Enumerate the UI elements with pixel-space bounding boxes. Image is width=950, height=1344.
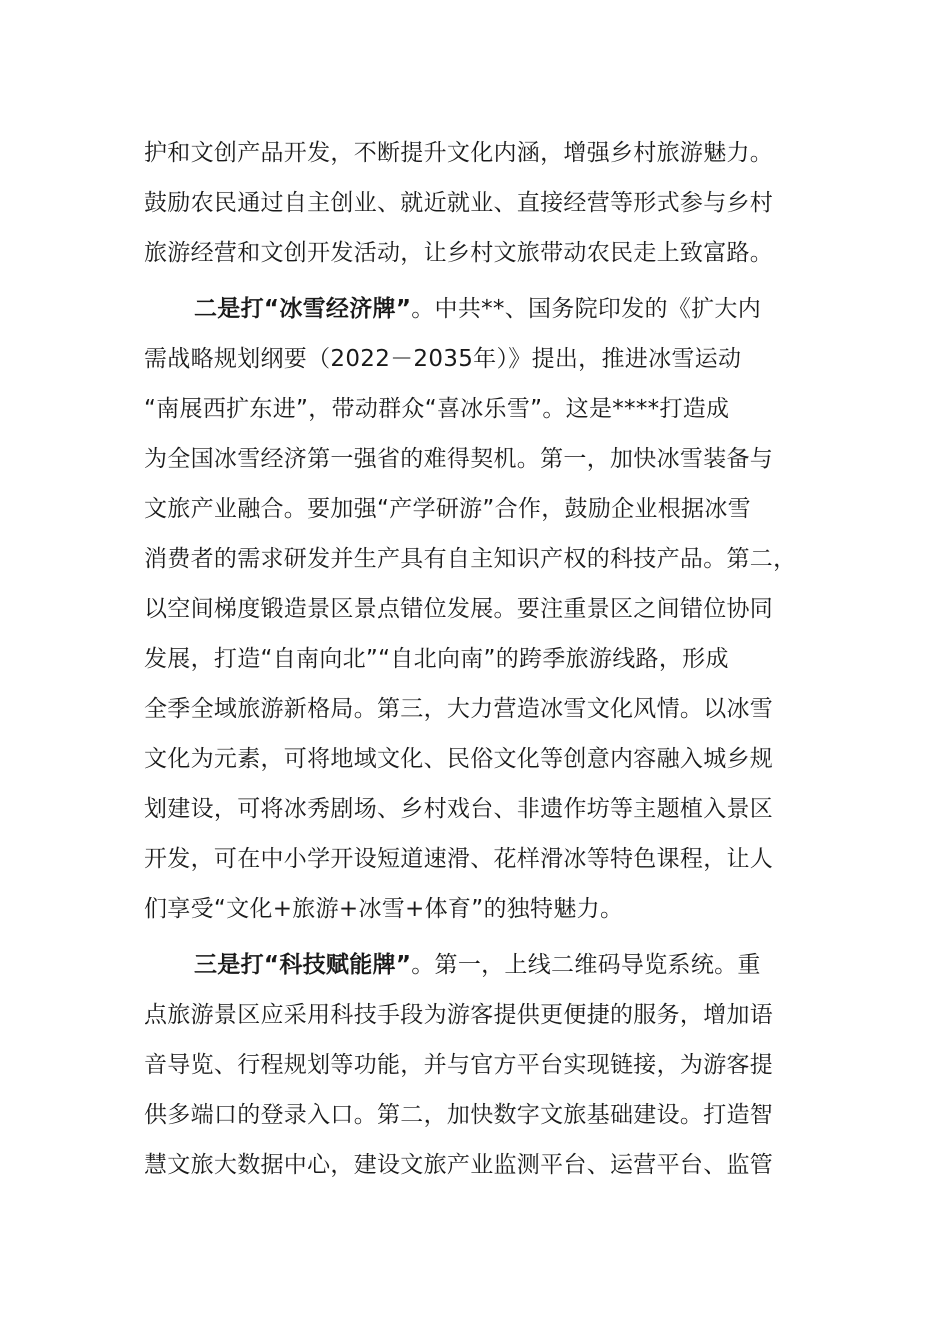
paragraph-line: 鼓励农民通过自主创业、就近就业、直接经营等形式参与乡村 (144, 190, 774, 216)
paragraph-line: “南展西扩东进”，带动群众“喜冰乐雪”。这是****打造成 (144, 396, 730, 422)
paragraph-line: 文化为元素，可将地域文化、民俗文化等创意内容融入城乡规 (144, 746, 774, 772)
paragraph-text: 。中共**、国务院印发的《扩大内 (411, 296, 762, 322)
paragraph-text: 。第一，上线二维码导览系统。重 (411, 952, 761, 978)
paragraph-3 (144, 940, 804, 1190)
paragraph-first-line (144, 940, 804, 990)
paragraph-2 (144, 284, 804, 934)
paragraph-line: 需战略规划纲要（2022－2035年）》提出，推进冰雪运动 (144, 346, 742, 372)
paragraph-line: 点旅游景区应采用科技手段为游客提供更便捷的服务，增加语 (144, 1002, 774, 1028)
paragraph-heading: 二是打“冰雪经济牌” (194, 296, 412, 322)
document-body (144, 128, 804, 1190)
paragraph-line: 们享受“文化+旅游+冰雪+体育”的独特魅力。 (144, 896, 624, 922)
paragraph-line: 护和文创产品开发，不断提升文化内涵，增强乡村旅游魅力。 (144, 140, 774, 166)
paragraph-line: 以空间梯度锻造景区景点错位发展。要注重景区之间错位协同 (144, 596, 774, 622)
paragraph-line: 慧文旅大数据中心，建设文旅产业监测平台、运营平台、监管 (144, 1152, 774, 1178)
paragraph-line: 为全国冰雪经济第一强省的难得契机。第一，加快冰雪装备与 (144, 446, 774, 472)
paragraph-1 (144, 128, 804, 278)
paragraph-line: 全季全域旅游新格局。第三，大力营造冰雪文化风情。以冰雪 (144, 696, 774, 722)
paragraph-first-line (144, 284, 804, 334)
paragraph-line: 音导览、行程规划等功能，并与官方平台实现链接，为游客提 (144, 1052, 774, 1078)
paragraph-line: 供多端口的登录入口。第二，加快数字文旅基础建设。打造智 (144, 1102, 774, 1128)
paragraph-line: 划建设，可将冰秀剧场、乡村戏台、非遗作坊等主题植入景区 (144, 796, 774, 822)
paragraph-line: 文旅产业融合。要加强“产学研游”合作，鼓励企业根据冰雪 (144, 496, 751, 522)
paragraph-heading: 三是打“科技赋能牌” (194, 952, 412, 978)
paragraph-line: 发展，打造“自南向北”“自北向南”的跨季旅游线路，形成 (144, 646, 729, 672)
paragraph-line: 开发，可在中小学开设短道速滑、花样滑冰等特色课程，让人 (144, 846, 774, 872)
paragraph-line: 消费者的需求研发并生产具有自主知识产权的科技产品。第二， (144, 546, 797, 572)
paragraph-line: 旅游经营和文创开发活动，让乡村文旅带动农民走上致富路。 (144, 240, 774, 266)
